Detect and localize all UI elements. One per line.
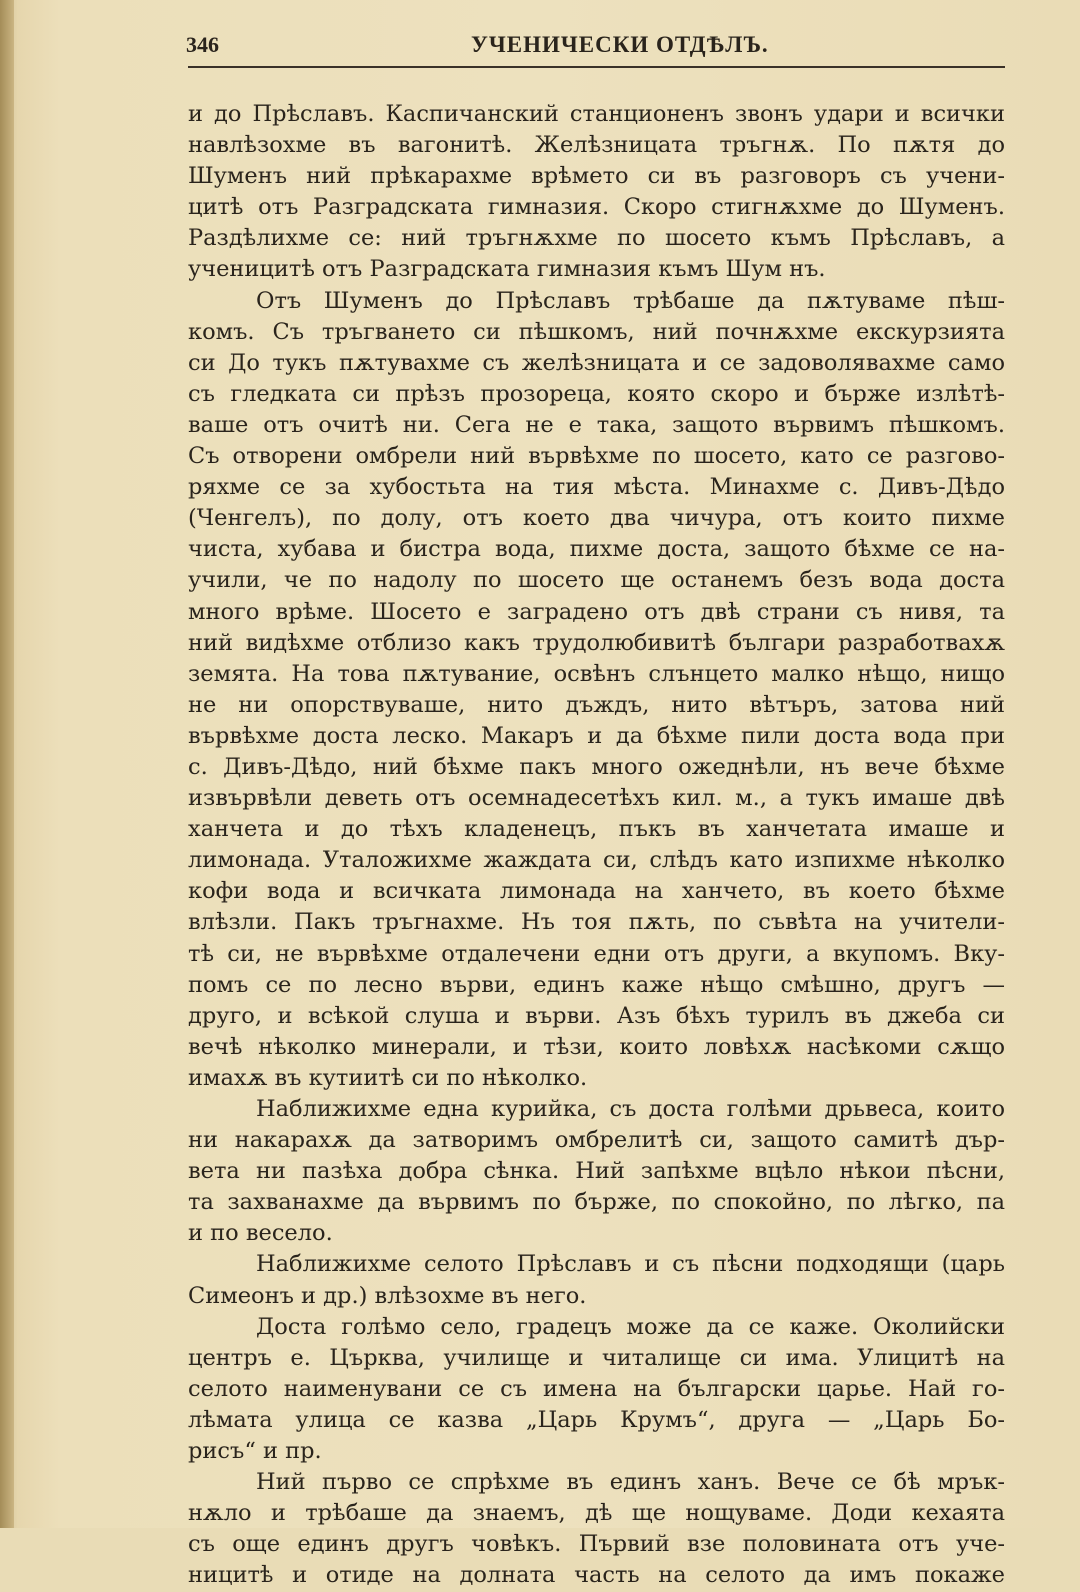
- header-rule: [188, 66, 1005, 68]
- text-line: си До тукъ пѫтувахме съ желѣзницата и се задоволявахме само: [188, 349, 1005, 376]
- text-line: вървѣхме доста леско. Макаръ и да бѣхме пили доста вода при: [188, 722, 1005, 749]
- text-line: ний видѣхме отблизо какъ трудолюбивитѣ българи разработвахѫ: [188, 629, 1005, 656]
- page-gutter-shadow: [0, 0, 14, 1528]
- text-line: Наближихме селото Прѣславъ и съ пѣсни подходящи (царь: [256, 1251, 1005, 1278]
- text-line: вета ни пазѣха добра сѣнка. Ний запѣхме вцѣло нѣкои пѣсни,: [188, 1158, 1005, 1185]
- text-line: влѣзли. Пакъ тръгнахме. Нъ тоя пѫть, по съвѣта на учители-: [188, 909, 1005, 936]
- text-line: селото наименувани се съ имена на български царье. Най го-: [188, 1375, 1005, 1402]
- text-line: лимонада. Уталожихме жаждата си, слѣдъ като изпихме нѣколко: [188, 847, 1005, 874]
- text-line: Раздѣлихме се: ний тръгнѫхме по шосето къмъ Прѣславъ, а: [188, 225, 1005, 252]
- text-line: Съ отворени омбрели ний вървѣхме по шосето, като се разгово-: [188, 443, 1005, 470]
- page-header: [186, 30, 1006, 70]
- text-line: учили, че по надолу по шосето ще останемъ безъ вода доста: [188, 567, 1005, 594]
- text-line: земята. На това пѫтувание, освѣнъ слънцето малко нѣщо, нищо: [188, 660, 1005, 687]
- text-line: ряхме се за хубостьта на тия мѣста. Минахме с. Дивъ-Дѣдо: [188, 474, 1005, 501]
- text-line: вечѣ нѣколко минерали, и тѣзи, които ловѣхѫ насѣкоми сѫщо: [188, 1033, 1005, 1060]
- text-line: и до Прѣславъ. Каспичанский станционенъ звонъ удари и всички: [188, 101, 1005, 127]
- running-title: УЧЕНИЧЕСКИ ОТДѢЛЪ.: [471, 32, 769, 57]
- text-line: съ още единъ другъ човѣкъ. Първий взе половината отъ уче-: [188, 1531, 1005, 1558]
- text-line: Симеонъ и др.) влѣзохме въ него.: [188, 1282, 587, 1309]
- text-line: ханчета и до тѣхъ кладенецъ, пъкъ въ ханчетата имаше и: [188, 816, 1005, 843]
- text-line: Ний първо се спрѣхме въ единъ ханъ. Вече се бѣ мрък-: [256, 1469, 1005, 1496]
- text-line: рисъ“ и пр.: [188, 1438, 322, 1465]
- text-line: комъ. Съ тръгването си пѣшкомъ, ний почнѫхме екскурзията: [188, 318, 1005, 345]
- page-number: 346: [186, 32, 219, 57]
- text-line: и по весело.: [188, 1220, 333, 1247]
- text-line: имахѫ въ кутиитѣ си по нѣколко.: [188, 1064, 588, 1091]
- text-line: Доста голѣмо село, градецъ може да се каже. Околийски: [256, 1313, 1005, 1340]
- text-line: лѣмата улица се казва „Царь Крумъ“, друга — „Царь Бо-: [188, 1406, 1005, 1433]
- text-line: ницитѣ и отиде на долната часть на селото да имъ покаже: [188, 1562, 1005, 1589]
- text-line: нѫло и трѣбаше да знаемъ, дѣ ще нощуваме. Доди кехаята: [188, 1500, 1005, 1527]
- text-line: та захванахме да вървимъ по бърже, по спокойно, по лѣгко, па: [188, 1189, 1005, 1216]
- text-line: кофи вода и всичката лимонада на ханчето, въ което бѣхме: [188, 878, 1005, 905]
- text-line: много врѣме. Шосето е заградено отъ двѣ страни съ нивя, та: [188, 598, 1005, 625]
- text-line: ваше отъ очитѣ ни. Сега не е така, защото вървимъ пѣшкомъ.: [188, 411, 1005, 438]
- text-line: не ни опорствуваше, нито дъждъ, нито вѣтъръ, затова ний: [188, 691, 1005, 718]
- text-line: ученицитѣ отъ Разградската гимназия къмъ Шум нъ.: [188, 256, 826, 283]
- text-line: с. Дивъ-Дѣдо, ний бѣхме пакъ много ожеднѣли, нъ вече бѣхме: [188, 753, 1005, 780]
- text-line: друго, и всѣкой слуша и върви. Азъ бѣхъ турилъ въ джеба си: [188, 1002, 1005, 1029]
- text-line: центръ е. Църква, училище и читалище си има. Улицитѣ на: [188, 1344, 1005, 1371]
- text-line: помъ се по лесно върви, единъ каже нѣщо смѣшно, другъ —: [188, 971, 1005, 998]
- text-line: тѣ си, не вървѣхме отдалечени едни отъ други, а вкупомъ. Вку-: [188, 940, 1005, 967]
- body-text: [188, 99, 1005, 1592]
- text-line: ни накарахѫ да затворимъ омбрелитѣ си, защото самитѣ дър-: [188, 1127, 1005, 1154]
- text-line: съ гледката си прѣзъ прозореца, която скоро и бърже излѣтѣ-: [188, 380, 1005, 407]
- text-line: навлѣзохме въ вагонитѣ. Желѣзницата тръгнѫ. По пѫтя до: [188, 132, 1005, 159]
- text-line: (Ченгелъ), по долу, отъ което два чичура, отъ които пихме: [188, 505, 1005, 532]
- text-line: цитѣ отъ Разградската гимназия. Скоро стигнѫхме до Шуменъ.: [188, 194, 1005, 221]
- text-line: извървѣли деветь отъ осемнадесетѣхъ кил. м., а тукъ имаше двѣ: [188, 785, 1005, 812]
- text-line: чиста, хубава и бистра вода, пихме доста, защото бѣхме се на-: [188, 536, 1005, 563]
- text-line: Наближихме една курийка, съ доста голѣми дрьвеса, които: [256, 1096, 1005, 1122]
- text-line: Отъ Шуменъ до Прѣславъ трѣбаше да пѫтуваме пѣш-: [256, 287, 1005, 314]
- text-line: Шуменъ ний прѣкарахме врѣмето си въ разговоръ съ учени-: [188, 163, 1005, 190]
